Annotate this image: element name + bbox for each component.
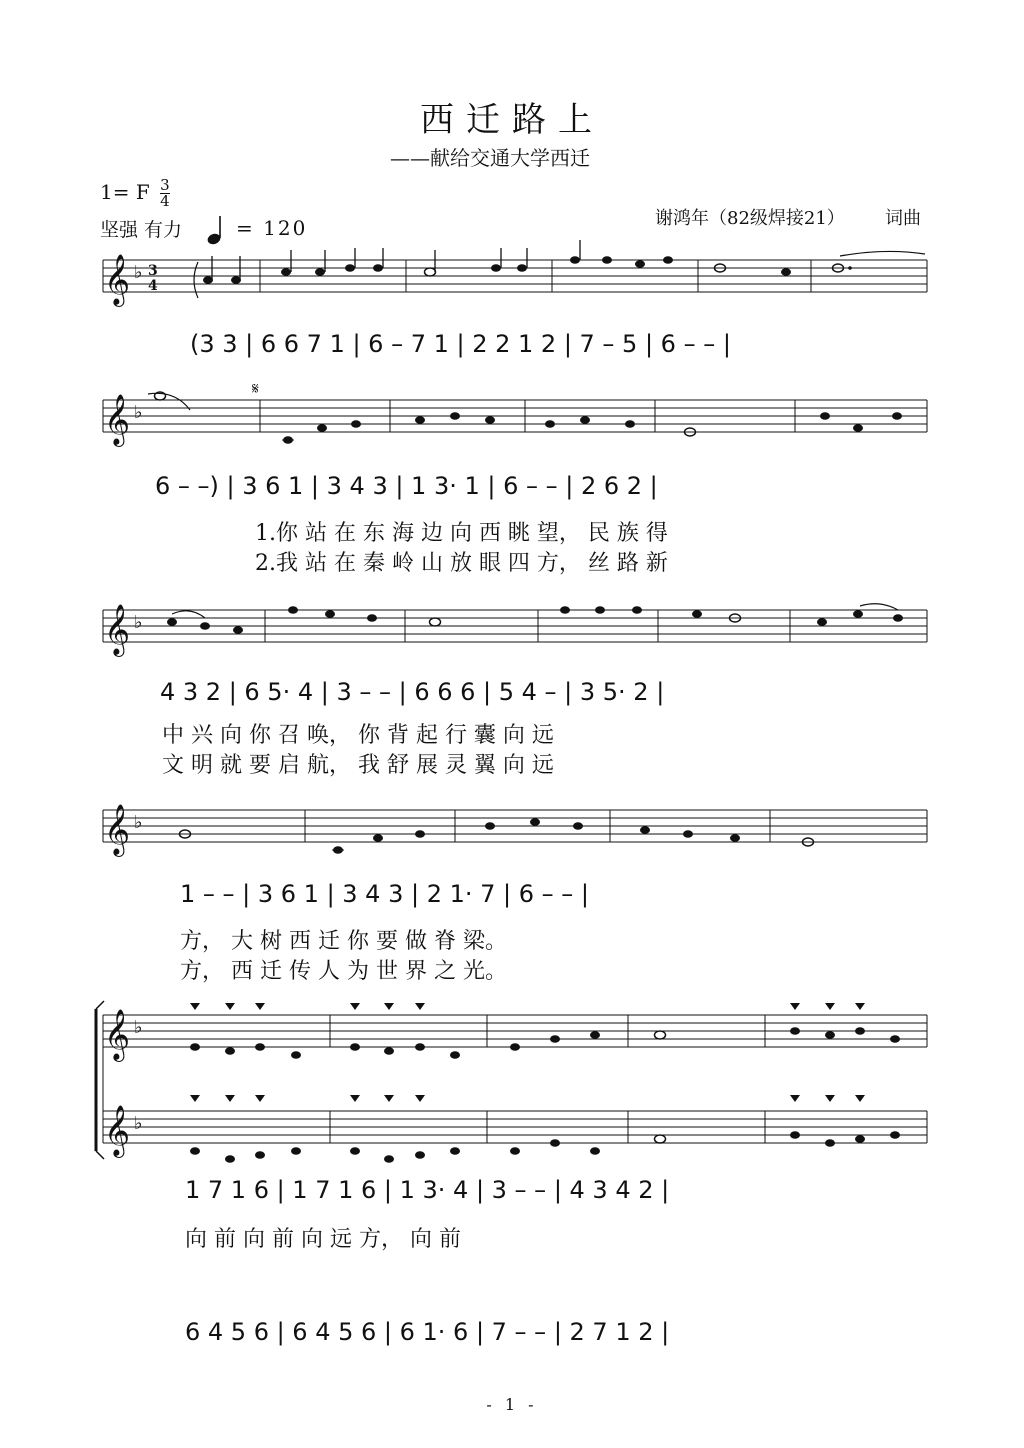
- song-subtitle: ——献给交通大学西迁: [390, 146, 590, 170]
- svg-text:3: 3: [148, 263, 158, 279]
- song-title: 西迁路上: [420, 100, 604, 140]
- svg-text:𝄞: 𝄞: [104, 1009, 131, 1060]
- jianpu-row-1: (3 3 | 6 6 7 1 | 6 – 7 1 | 2 2 1 2 | 7 – 5 | 6 – – |: [190, 330, 731, 358]
- jianpu-row-4: 1 – – | 3 6 1 | 3 4 3 | 2 1· 7 | 6 – – |: [180, 880, 589, 908]
- quarter-note-icon: [205, 214, 231, 246]
- svg-text:♭: ♭: [134, 1017, 143, 1038]
- tempo-value: = 120: [236, 216, 308, 240]
- time-top: 3: [160, 176, 170, 194]
- jianpu-row-2: 6 – –) | 3 6 1 | 3 4 3 | 1 3· 1 | 6 – – | 2 6 2 |: [155, 472, 658, 500]
- svg-text:♭: ♭: [134, 1113, 143, 1134]
- svg-text:𝄞: 𝄞: [104, 604, 131, 655]
- time-bottom: 4: [160, 192, 170, 210]
- key-signature-text: [100, 178, 170, 209]
- svg-text:𝄞: 𝄞: [104, 1105, 131, 1156]
- chorus-staves: [0, 995, 1024, 1165]
- svg-text:𝄞: 𝄞: [104, 394, 131, 445]
- lyric-verse2-line3: 方， 西 迁 传 人 为 世 界 之 光。: [180, 959, 507, 984]
- jianpu-row-5: 1 7 1 6 | 1 7 1 6 | 1 3· 4 | 3 – – | 4 3 4 2 |: [185, 1176, 670, 1204]
- svg-text:♭: ♭: [134, 612, 143, 633]
- svg-text:𝄋: 𝄋: [252, 379, 259, 398]
- staff-line-4: [0, 800, 1024, 860]
- staff-line-1: [0, 250, 1024, 310]
- page-number: - 1 -: [486, 1395, 538, 1414]
- svg-text:♭: ♭: [134, 402, 143, 423]
- tempo-marking: 坚强 有力: [100, 219, 183, 241]
- svg-text:♭: ♭: [134, 262, 143, 283]
- lyric-verse2-line2: 文 明 就 要 启 航， 我 舒 展 灵 翼 向 远: [162, 753, 554, 778]
- staff-line-2: [0, 379, 1024, 450]
- jianpu-row-3: 4 3 2 | 6 5· 4 | 3 – – | 6 6 6 | 5 4 – | 3 5· 2 |: [160, 678, 665, 706]
- svg-text:𝄞: 𝄞: [104, 804, 131, 855]
- staff-line-3: [0, 600, 1024, 660]
- lyric-verse2-line1: 2.我 站 在 秦 岭 山 放 眼 四 方， 丝 路 新: [255, 551, 668, 576]
- lyric-chorus: 向 前 向 前 向 远 方， 向 前: [185, 1227, 461, 1252]
- jianpu-row-6: 6 4 5 6 | 6 4 5 6 | 6 1· 6 | 7 – – | 2 7 1 2 |: [185, 1318, 670, 1346]
- key-label: 1= F: [100, 180, 150, 204]
- lyric-verse1-line1: 1.你 站 在 东 海 边 向 西 眺 望， 民 族 得: [255, 521, 668, 546]
- svg-text:4: 4: [148, 278, 158, 294]
- lyric-verse1-line3: 方， 大 树 西 迁 你 要 做 脊 梁。: [180, 929, 507, 954]
- svg-text:𝄞: 𝄞: [104, 254, 131, 305]
- svg-text:♭: ♭: [134, 812, 143, 833]
- composer-credit: 谢鸿年（82级焊接21）: [655, 208, 845, 229]
- lyric-verse1-line2: 中 兴 向 你 召 唤， 你 背 起 行 囊 向 远: [162, 723, 554, 748]
- lyrics-music-label: 词曲: [885, 208, 921, 229]
